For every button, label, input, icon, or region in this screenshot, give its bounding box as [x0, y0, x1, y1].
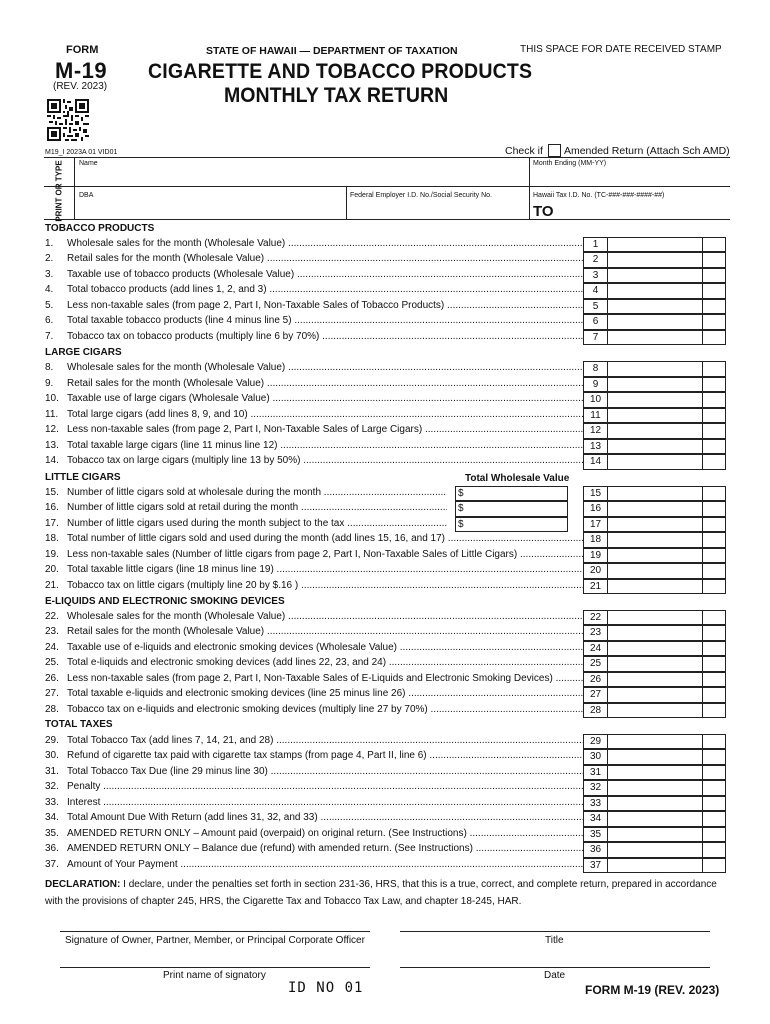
line-cents-field[interactable]: [702, 486, 726, 502]
line-amount-field[interactable]: [607, 579, 703, 595]
line-row: [44, 641, 732, 657]
line-amount-field[interactable]: [607, 765, 703, 781]
line-box-number: 36: [583, 842, 608, 858]
line-box-number: 37: [583, 858, 608, 874]
line-amount-field[interactable]: [607, 252, 703, 268]
section-total-taxes: TOTAL TAXES: [45, 719, 113, 730]
line-amount-field[interactable]: [607, 858, 703, 874]
title-field[interactable]: [400, 912, 710, 930]
line-number: 1.: [45, 237, 54, 249]
dollar-sign: $: [458, 518, 464, 530]
line-cents-field[interactable]: [702, 423, 726, 439]
line-box-number: 8: [583, 361, 608, 377]
line-description: Taxable use of e-liquids and electronic smoking devices (Wholesale Value) .....: [67, 642, 597, 653]
line-amount-field[interactable]: [607, 811, 703, 827]
line-number: 24.: [45, 641, 59, 653]
line-amount-field[interactable]: [607, 625, 703, 641]
line-description: Total taxable large cigars (line 11 minus line 12) .....: [67, 440, 597, 451]
total-wholesale-value-header: Total Wholesale Value: [465, 473, 570, 484]
print-name-field[interactable]: [60, 948, 370, 966]
line-cents-field[interactable]: [702, 656, 726, 672]
line-row: [44, 734, 732, 750]
dba-field[interactable]: [76, 201, 344, 217]
line-row: [44, 548, 732, 564]
name-label: Name: [79, 160, 98, 167]
line-cents-field[interactable]: [702, 703, 726, 719]
line-cents-field[interactable]: [702, 454, 726, 470]
line-number: 22.: [45, 610, 59, 622]
line-number: 19.: [45, 548, 59, 560]
line-row: [44, 780, 732, 796]
line-number: 30.: [45, 750, 59, 761]
line-description: Refund of cigarette tax paid with cigarette tax stamps (from page 4, Part II, line 6) .....: [67, 750, 597, 761]
line-amount-field[interactable]: [607, 392, 703, 408]
line-cents-field[interactable]: [702, 314, 726, 330]
dollar-sign: $: [458, 503, 464, 514]
line-number: 18.: [45, 533, 59, 544]
line-amount-field[interactable]: [607, 703, 703, 719]
check-if-label: Check if: [505, 144, 543, 157]
line-number: 2.: [45, 253, 54, 264]
line-box-number: 12: [583, 423, 608, 439]
line-description: Less non-taxable sales (from page 2, Part I, Non-Taxable Sales of Large Cigars) .....: [67, 424, 597, 435]
form-title-line2: MONTHLY TAX RETURN: [224, 84, 449, 107]
line-row: [44, 283, 732, 299]
line-row: [44, 827, 732, 843]
line-amount-field[interactable]: [607, 827, 703, 843]
line-amount-field[interactable]: [607, 610, 703, 626]
line-description: Number of little cigars sold at retail during the month .....: [67, 502, 447, 513]
line-row: [44, 625, 732, 641]
line-box-number: 5: [583, 299, 608, 315]
line-row: [44, 610, 732, 626]
line-box-number: 1: [583, 237, 608, 253]
line-row: [44, 749, 732, 765]
line-number: 12.: [45, 424, 59, 435]
line-amount-field[interactable]: [607, 439, 703, 455]
line-amount-field[interactable]: [607, 299, 703, 315]
line-number: 27.: [45, 688, 59, 699]
title-label: Title: [545, 935, 564, 946]
line-amount-field[interactable]: [607, 423, 703, 439]
line-cents-field[interactable]: [702, 548, 726, 564]
line-cents-field[interactable]: [702, 641, 726, 657]
line-number: 26.: [45, 672, 59, 684]
line-number: 6.: [45, 315, 54, 326]
line-box-number: 32: [583, 780, 608, 796]
line-number: 35.: [45, 827, 59, 839]
line-number: 37.: [45, 858, 59, 870]
line-amount-field[interactable]: [607, 330, 703, 346]
line-amount-field[interactable]: [607, 501, 703, 517]
line-description: Wholesale sales for the month (Wholesale Value) .....: [67, 238, 597, 249]
line-cents-field[interactable]: [702, 237, 726, 253]
line-description: Number of little cigars sold at wholesale during the month .....: [67, 487, 447, 498]
line-cents-field[interactable]: [702, 408, 726, 424]
line-row: [44, 454, 732, 470]
line-box-number: 13: [583, 439, 608, 455]
dba-label: DBA: [79, 192, 94, 199]
line-box-number: 15: [583, 486, 608, 502]
line-number: 23.: [45, 626, 59, 637]
line-cents-field[interactable]: [702, 299, 726, 315]
line-cents-field[interactable]: [702, 672, 726, 688]
section-tobacco-products: TOBACCO PRODUCTS: [45, 223, 155, 234]
amended-check-row: [505, 144, 730, 157]
line-box-number: 20: [583, 563, 608, 579]
wholesale-value-field[interactable]: [455, 501, 568, 517]
line-description: Less non-taxable sales (from page 2, Part I, Non-Taxable Sales of E-Liquids and Electronic Smoking Devices) .....: [67, 673, 597, 684]
print-or-type-label: PRINT OR TYPE: [54, 160, 64, 222]
line-cents-field[interactable]: [702, 563, 726, 579]
fein-label: Federal Employer I.D. No./Social Security No.: [350, 192, 492, 199]
line-row: [44, 687, 732, 703]
id-number: ID NO 01: [288, 980, 364, 996]
month-ending-label: Month Ending (MM-YY): [533, 160, 607, 167]
form-title-line1: CIGARETTE AND TOBACCO PRODUCTS: [148, 60, 533, 83]
line-amount-field[interactable]: [607, 517, 703, 533]
line-box-number: 27: [583, 687, 608, 703]
line-description: Retail sales for the month (Wholesale Value) .....: [67, 378, 597, 389]
line-box-number: 19: [583, 548, 608, 564]
line-cents-field[interactable]: [702, 439, 726, 455]
line-cents-field[interactable]: [702, 842, 726, 858]
line-number: 16.: [45, 502, 59, 513]
line-row: [44, 252, 732, 268]
line-number: 28.: [45, 703, 59, 715]
line-description: AMENDED RETURN ONLY – Balance due (refund) with amended return. (See Instructions) .....: [67, 843, 597, 854]
line-box-number: 24: [583, 641, 608, 657]
line-amount-field[interactable]: [607, 454, 703, 470]
line-box-number: 26: [583, 672, 608, 688]
line-box-number: 17: [583, 517, 608, 533]
line-row: [44, 765, 732, 781]
line-number: 21.: [45, 579, 59, 591]
line-amount-field[interactable]: [607, 734, 703, 750]
line-row: [44, 439, 732, 455]
line-box-number: 7: [583, 330, 608, 346]
line-box-number: 23: [583, 625, 608, 641]
line-amount-field[interactable]: [607, 672, 703, 688]
line-cents-field[interactable]: [702, 749, 726, 765]
line-description: Number of little cigars used during the month subject to the tax .....: [67, 518, 447, 529]
line-description: Total number of little cigars sold and used during the month (add lines 15, 16, and 17) .....: [67, 533, 597, 544]
line-amount-field[interactable]: [607, 548, 703, 564]
line-cents-field[interactable]: [702, 330, 726, 346]
line-description: Total taxable e-liquids and electronic smoking devices (line 25 minus line 26) .....: [67, 688, 597, 699]
line-row: [44, 703, 732, 719]
declaration-text: I declare, under the penalties set forth in section 231-36, HRS, that this is a true, correct, and complete return, prepared in accordance with the provisions of chapter 245, HRS, the Cigarette Tax and Tobacco Tax Law, and chapter 18-245, HAR.: [45, 879, 717, 907]
form-revision: (REV. 2023): [53, 81, 108, 92]
line-description: Total Tobacco Tax Due (line 29 minus line 30) .....: [67, 766, 597, 777]
date-label: Date: [544, 970, 566, 981]
line-amount-field[interactable]: [607, 749, 703, 765]
line-box-number: 9: [583, 377, 608, 393]
line-description: Tobacco tax on little cigars (multiply line 20 by $.16 ) .....: [67, 580, 597, 591]
line-cents-field[interactable]: [702, 687, 726, 703]
form-id-code: M19_I 2023A 01 VID01: [45, 149, 118, 156]
month-ending-field[interactable]: [531, 170, 729, 185]
line-description: Less non-taxable sales (Number of little cigars from page 2, Part I, Non-Taxable Sales of Little Cigars) .....: [67, 549, 597, 560]
dollar-sign: $: [458, 487, 464, 499]
line-box-number: 3: [583, 268, 608, 284]
line-box-number: 16: [583, 501, 608, 517]
wholesale-value-field[interactable]: [455, 517, 568, 533]
qr-code-icon: [47, 99, 89, 141]
line-cents-field[interactable]: [702, 765, 726, 781]
line-number: 4.: [45, 284, 54, 295]
line-amount-field[interactable]: [607, 283, 703, 299]
line-row: [44, 858, 732, 874]
line-number: 5.: [45, 299, 54, 311]
line-row: [44, 501, 732, 517]
line-row: [44, 486, 732, 502]
agency-name: STATE OF HAWAII — DEPARTMENT OF TAXATION: [206, 45, 458, 57]
line-number: 20.: [45, 564, 59, 575]
line-cents-field[interactable]: [702, 827, 726, 843]
section-eliquids: E-LIQUIDS AND ELECTRONIC SMOKING DEVICES: [45, 596, 285, 607]
line-number: 8.: [45, 362, 54, 373]
line-amount-field[interactable]: [607, 408, 703, 424]
line-cents-field[interactable]: [702, 283, 726, 299]
date-field[interactable]: [400, 948, 710, 966]
line-box-number: 10: [583, 392, 608, 408]
line-description: Total tobacco products (add lines 1, 2, and 3) .....: [67, 284, 597, 295]
line-number: 9.: [45, 377, 54, 389]
line-description: Less non-taxable sales (from page 2, Part I, Non-Taxable Sales of Tobacco Products) .....: [67, 300, 597, 311]
line-cents-field[interactable]: [702, 811, 726, 827]
section-little-cigars: LITTLE CIGARS: [45, 472, 121, 483]
line-cents-field[interactable]: [702, 501, 726, 517]
line-description: Tobacco tax on tobacco products (multiply line 6 by 70%) .....: [67, 331, 597, 342]
line-number: 15.: [45, 486, 59, 498]
line-description: Total large cigars (add lines 8, 9, and 10) .....: [67, 409, 597, 420]
fein-field[interactable]: [348, 201, 527, 217]
line-amount-field[interactable]: [607, 268, 703, 284]
line-description: Retail sales for the month (Wholesale Value) .....: [67, 626, 597, 637]
date-stamp-area: THIS SPACE FOR DATE RECEIVED STAMP: [520, 44, 722, 55]
line-amount-field[interactable]: [607, 532, 703, 548]
line-box-number: 25: [583, 656, 608, 672]
line-row: [44, 392, 732, 408]
line-description: Total Tobacco Tax (add lines 7, 14, 21, and 28) .....: [67, 735, 597, 746]
line-box-number: 33: [583, 796, 608, 812]
line-cents-field[interactable]: [702, 579, 726, 595]
line-number: 10.: [45, 393, 59, 404]
line-box-number: 35: [583, 827, 608, 843]
line-description: Wholesale sales for the month (Wholesale Value) .....: [67, 362, 597, 373]
line-description: Total e-liquids and electronic smoking devices (add lines 22, 23, and 24) .....: [67, 657, 597, 668]
line-number: 14.: [45, 455, 59, 466]
line-description: Penalty .....: [67, 781, 597, 792]
line-description: Wholesale sales for the month (Wholesale Value) .....: [67, 611, 597, 622]
line-row: [44, 811, 732, 827]
line-description: AMENDED RETURN ONLY – Amount paid (overpaid) on original return. (See Instructions) .....: [67, 828, 597, 839]
line-number: 36.: [45, 843, 59, 854]
hawaii-tax-id-field[interactable]: [555, 201, 729, 217]
line-row: [44, 330, 732, 346]
line-amount-field[interactable]: [607, 563, 703, 579]
line-box-number: 30: [583, 749, 608, 765]
line-row: [44, 361, 732, 377]
line-description: Tobacco tax on e-liquids and electronic smoking devices (multiply line 27 by 70%) .....: [67, 704, 597, 715]
form-number: M-19: [55, 58, 108, 83]
line-cents-field[interactable]: [702, 268, 726, 284]
line-number: 29.: [45, 734, 59, 746]
line-box-number: 29: [583, 734, 608, 750]
line-row: [44, 314, 732, 330]
line-description: Amount of Your Payment .....: [67, 859, 597, 870]
signature-label: Signature of Owner, Partner, Member, or Principal Corporate Officer: [65, 935, 365, 946]
line-number: 13.: [45, 439, 59, 451]
line-row: [44, 563, 732, 579]
line-description: Total taxable little cigars (line 18 minus line 19) .....: [67, 564, 597, 575]
print-name-label: Print name of signatory: [163, 970, 266, 981]
line-number: 32.: [45, 781, 59, 792]
line-box-number: 34: [583, 811, 608, 827]
line-box-number: 6: [583, 314, 608, 330]
line-row: [44, 579, 732, 595]
line-description: Retail sales for the month (Wholesale Value) .....: [67, 253, 597, 264]
line-description: Total taxable tobacco products (line 4 minus line 5) .....: [67, 315, 597, 326]
line-box-number: 14: [583, 454, 608, 470]
hawaii-tax-id-label: Hawaii Tax I.D. No. (TC-###-###-####-##): [533, 192, 665, 199]
line-row: [44, 532, 732, 548]
line-amount-field[interactable]: [607, 687, 703, 703]
line-amount-field[interactable]: [607, 237, 703, 253]
declaration: [45, 876, 730, 910]
line-description: Interest .....: [67, 797, 597, 808]
line-row: [44, 268, 732, 284]
footer-form-revision: FORM M-19 (REV. 2023): [585, 983, 720, 997]
line-amount-field[interactable]: [607, 641, 703, 657]
line-box-number: 28: [583, 703, 608, 719]
line-box-number: 31: [583, 765, 608, 781]
line-number: 34.: [45, 812, 59, 823]
line-row: [44, 656, 732, 672]
line-box-number: 4: [583, 283, 608, 299]
declaration-label: DECLARATION:: [45, 879, 121, 890]
line-row: [44, 842, 732, 858]
line-cents-field[interactable]: [702, 796, 726, 812]
line-cents-field[interactable]: [702, 532, 726, 548]
line-number: 33.: [45, 796, 59, 808]
line-row: [44, 408, 732, 424]
line-cents-field[interactable]: [702, 517, 726, 533]
line-number: 3.: [45, 268, 54, 280]
line-description: Tobacco tax on large cigars (multiply line 13 by 50%) .....: [67, 455, 597, 466]
line-cents-field[interactable]: [702, 392, 726, 408]
line-amount-field[interactable]: [607, 486, 703, 502]
line-box-number: 11: [583, 408, 608, 424]
line-amount-field[interactable]: [607, 314, 703, 330]
line-row: [44, 299, 732, 315]
line-cents-field[interactable]: [702, 780, 726, 796]
line-description: Total Amount Due With Return (add lines 31, 32, and 33) .....: [67, 812, 597, 823]
name-field[interactable]: [76, 170, 526, 185]
line-cents-field[interactable]: [702, 361, 726, 377]
line-number: 31.: [45, 765, 59, 777]
signature-field[interactable]: [60, 912, 370, 930]
line-amount-field[interactable]: [607, 780, 703, 796]
tax-id-prefix: TO: [533, 203, 554, 220]
line-row: [44, 423, 732, 439]
line-amount-field[interactable]: [607, 361, 703, 377]
line-cents-field[interactable]: [702, 252, 726, 268]
line-number: 17.: [45, 517, 59, 529]
line-amount-field[interactable]: [607, 377, 703, 393]
line-row: [44, 796, 732, 812]
form-label: FORM: [66, 44, 99, 56]
section-large-cigars: LARGE CIGARS: [45, 347, 122, 358]
line-row: [44, 517, 732, 533]
line-cents-field[interactable]: [702, 734, 726, 750]
line-amount-field[interactable]: [607, 842, 703, 858]
line-box-number: 18: [583, 532, 608, 548]
line-amount-field[interactable]: [607, 656, 703, 672]
line-number: 25.: [45, 657, 59, 668]
line-cents-field[interactable]: [702, 377, 726, 393]
line-box-number: 21: [583, 579, 608, 595]
line-row: [44, 237, 732, 253]
line-number: 7.: [45, 330, 54, 342]
line-row: [44, 672, 732, 688]
amended-return-label: Amended Return (Attach Sch AMD): [563, 144, 730, 157]
wholesale-value-field[interactable]: [455, 486, 568, 502]
line-description: Taxable use of large cigars (Wholesale Value) .....: [67, 393, 597, 404]
amended-return-checkbox[interactable]: [548, 144, 561, 157]
line-description: Taxable use of tobacco products (Wholesale Value) .....: [67, 269, 597, 280]
line-box-number: 22: [583, 610, 608, 626]
line-row: [44, 377, 732, 393]
line-amount-field[interactable]: [607, 796, 703, 812]
line-cents-field[interactable]: [702, 610, 726, 626]
line-box-number: 2: [583, 252, 608, 268]
line-cents-field[interactable]: [702, 625, 726, 641]
line-cents-field[interactable]: [702, 858, 726, 874]
line-number: 11.: [45, 408, 59, 420]
